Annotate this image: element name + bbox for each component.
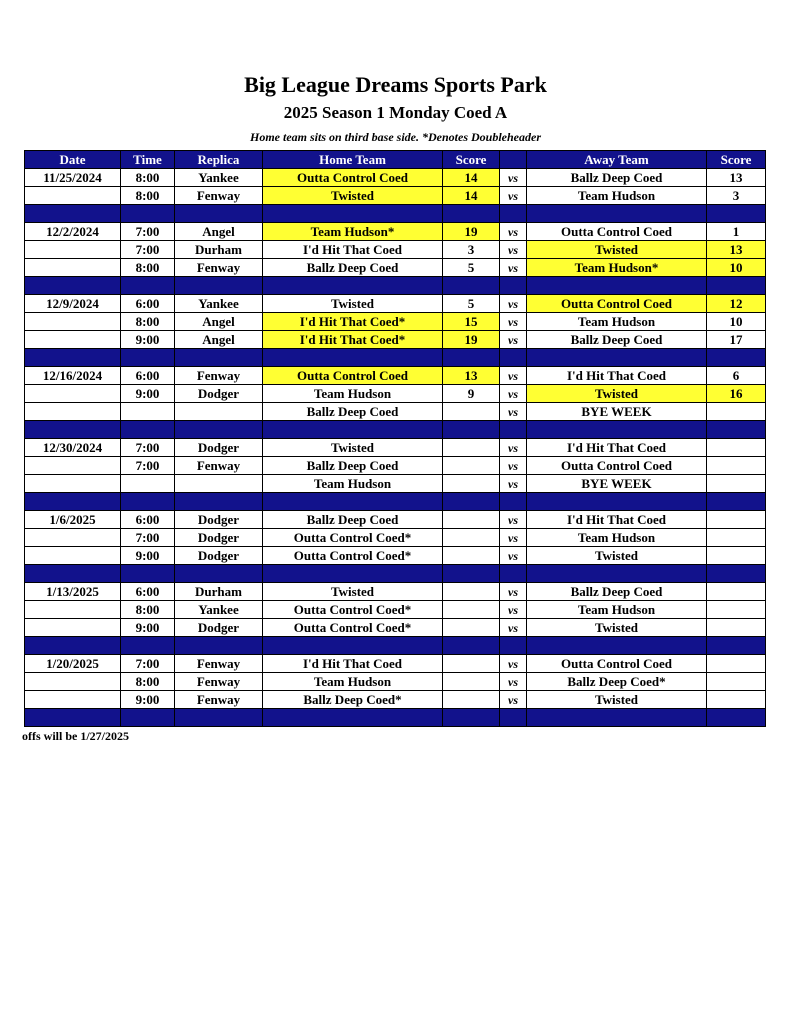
column-header-home-score: Score — [443, 151, 500, 169]
playoffs-note: offs will be 1/27/2025 — [22, 729, 129, 743]
game-row — [25, 511, 766, 529]
week-separator — [25, 205, 766, 223]
separator-cell — [175, 493, 263, 511]
home-team: Ballz Deep Coed — [263, 259, 443, 277]
game-date — [25, 529, 121, 547]
versus-label: vs — [500, 403, 527, 421]
separator-cell — [443, 565, 500, 583]
away-team: Outta Control Coed — [527, 457, 707, 475]
separator-cell — [175, 349, 263, 367]
separator-cell — [175, 565, 263, 583]
game-time: 6:00 — [121, 295, 175, 313]
separator-cell — [175, 637, 263, 655]
away-score: 17 — [707, 331, 766, 349]
separator-cell — [175, 277, 263, 295]
game-time: 9:00 — [121, 331, 175, 349]
column-header-time: Time — [121, 151, 175, 169]
separator-cell — [25, 277, 121, 295]
field-replica: Angel — [175, 313, 263, 331]
game-date — [25, 457, 121, 475]
home-score: 13 — [443, 367, 500, 385]
field-replica: Yankee — [175, 295, 263, 313]
versus-label: vs — [500, 187, 527, 205]
away-score: 12 — [707, 295, 766, 313]
game-row — [25, 439, 766, 457]
game-date — [25, 313, 121, 331]
separator-cell — [121, 709, 175, 727]
week-separator — [25, 349, 766, 367]
field-replica: Fenway — [175, 187, 263, 205]
separator-cell — [527, 565, 707, 583]
away-score — [707, 475, 766, 493]
separator-cell — [263, 349, 443, 367]
field-replica: Dodger — [175, 547, 263, 565]
separator-cell — [443, 349, 500, 367]
versus-label: vs — [500, 331, 527, 349]
home-score: 5 — [443, 295, 500, 313]
separator-cell — [527, 421, 707, 439]
home-team: Ballz Deep Coed — [263, 403, 443, 421]
separator-cell — [443, 709, 500, 727]
game-time: 6:00 — [121, 367, 175, 385]
game-time: 9:00 — [121, 619, 175, 637]
home-score: 5 — [443, 259, 500, 277]
away-score — [707, 403, 766, 421]
game-date: 11/25/2024 — [25, 169, 121, 187]
separator-cell — [500, 349, 527, 367]
game-row — [25, 583, 766, 601]
game-time: 7:00 — [121, 241, 175, 259]
away-score: 13 — [707, 241, 766, 259]
game-date — [25, 547, 121, 565]
versus-label: vs — [500, 511, 527, 529]
versus-label: vs — [500, 367, 527, 385]
home-score — [443, 475, 500, 493]
separator-cell — [500, 637, 527, 655]
separator-cell — [443, 637, 500, 655]
field-replica: Fenway — [175, 259, 263, 277]
game-row — [25, 457, 766, 475]
separator-cell — [25, 493, 121, 511]
column-header-home-team: Home Team — [263, 151, 443, 169]
field-replica: Dodger — [175, 619, 263, 637]
game-date — [25, 673, 121, 691]
game-time: 7:00 — [121, 439, 175, 457]
versus-label: vs — [500, 601, 527, 619]
home-team: Team Hudson — [263, 385, 443, 403]
away-team: I'd Hit That Coed — [527, 439, 707, 457]
separator-cell — [121, 421, 175, 439]
game-date: 1/20/2025 — [25, 655, 121, 673]
field-replica: Durham — [175, 241, 263, 259]
game-row — [25, 313, 766, 331]
versus-label: vs — [500, 475, 527, 493]
week-separator — [25, 493, 766, 511]
away-team: BYE WEEK — [527, 403, 707, 421]
game-row — [25, 223, 766, 241]
separator-cell — [175, 421, 263, 439]
game-time: 8:00 — [121, 259, 175, 277]
away-team: Outta Control Coed — [527, 223, 707, 241]
versus-label: vs — [500, 619, 527, 637]
separator-cell — [500, 493, 527, 511]
schedule-table — [24, 150, 766, 727]
game-time: 6:00 — [121, 511, 175, 529]
season-subtitle: 2025 Season 1 Monday Coed A — [283, 103, 508, 122]
column-header-date: Date — [25, 151, 121, 169]
schedule-body — [25, 169, 766, 727]
away-team: Team Hudson — [527, 313, 707, 331]
field-replica — [175, 403, 263, 421]
game-row — [25, 331, 766, 349]
game-row — [25, 169, 766, 187]
home-score: 3 — [443, 241, 500, 259]
away-score — [707, 583, 766, 601]
home-score — [443, 673, 500, 691]
away-score — [707, 655, 766, 673]
separator-cell — [443, 493, 500, 511]
away-score: 10 — [707, 259, 766, 277]
away-team: Ballz Deep Coed — [527, 169, 707, 187]
away-team: Ballz Deep Coed — [527, 583, 707, 601]
separator-cell — [500, 565, 527, 583]
game-date — [25, 691, 121, 709]
separator-cell — [175, 205, 263, 223]
away-score — [707, 673, 766, 691]
field-replica: Angel — [175, 223, 263, 241]
game-time — [121, 475, 175, 493]
home-team: Ballz Deep Coed — [263, 511, 443, 529]
game-time: 6:00 — [121, 583, 175, 601]
home-score — [443, 601, 500, 619]
versus-label: vs — [500, 385, 527, 403]
versus-label: vs — [500, 313, 527, 331]
field-replica: Dodger — [175, 385, 263, 403]
game-date — [25, 403, 121, 421]
away-team: Twisted — [527, 547, 707, 565]
home-team: Outta Control Coed* — [263, 547, 443, 565]
home-team: I'd Hit That Coed — [263, 655, 443, 673]
separator-cell — [263, 493, 443, 511]
column-header-away-team: Away Team — [527, 151, 707, 169]
field-replica: Fenway — [175, 367, 263, 385]
home-score — [443, 529, 500, 547]
game-time: 7:00 — [121, 457, 175, 475]
away-team: Twisted — [527, 241, 707, 259]
game-row — [25, 691, 766, 709]
field-replica: Fenway — [175, 673, 263, 691]
separator-cell — [707, 709, 766, 727]
separator-cell — [527, 349, 707, 367]
separator-cell — [121, 205, 175, 223]
away-team: Outta Control Coed — [527, 655, 707, 673]
away-team: I'd Hit That Coed — [527, 367, 707, 385]
separator-cell — [500, 277, 527, 295]
separator-cell — [527, 637, 707, 655]
home-team: Ballz Deep Coed* — [263, 691, 443, 709]
separator-cell — [25, 565, 121, 583]
game-row — [25, 295, 766, 313]
game-time: 8:00 — [121, 187, 175, 205]
week-separator — [25, 421, 766, 439]
separator-cell — [500, 709, 527, 727]
game-date: 1/13/2025 — [25, 583, 121, 601]
home-team: Twisted — [263, 439, 443, 457]
away-score — [707, 439, 766, 457]
field-replica: Fenway — [175, 655, 263, 673]
game-date: 12/16/2024 — [25, 367, 121, 385]
separator-cell — [121, 493, 175, 511]
separator-cell — [121, 637, 175, 655]
away-team: Team Hudson* — [527, 259, 707, 277]
game-date — [25, 619, 121, 637]
separator-cell — [263, 565, 443, 583]
game-date — [25, 241, 121, 259]
game-time: 8:00 — [121, 313, 175, 331]
week-separator — [25, 709, 766, 727]
game-time: 8:00 — [121, 673, 175, 691]
separator-cell — [121, 277, 175, 295]
game-row — [25, 655, 766, 673]
versus-label: vs — [500, 457, 527, 475]
versus-label: vs — [500, 529, 527, 547]
home-team: Outta Control Coed* — [263, 601, 443, 619]
home-score — [443, 511, 500, 529]
away-score: 6 — [707, 367, 766, 385]
away-score — [707, 529, 766, 547]
home-score: 14 — [443, 169, 500, 187]
separator-cell — [263, 277, 443, 295]
game-date — [25, 601, 121, 619]
away-team: Team Hudson — [527, 187, 707, 205]
separator-cell — [443, 277, 500, 295]
column-header-vs — [500, 151, 527, 169]
away-score: 13 — [707, 169, 766, 187]
separator-cell — [527, 277, 707, 295]
home-team: Outta Control Coed* — [263, 619, 443, 637]
versus-label: vs — [500, 547, 527, 565]
game-date — [25, 259, 121, 277]
away-team: BYE WEEK — [527, 475, 707, 493]
separator-cell — [263, 709, 443, 727]
home-team: Team Hudson* — [263, 223, 443, 241]
game-row — [25, 367, 766, 385]
separator-cell — [121, 349, 175, 367]
away-score: 3 — [707, 187, 766, 205]
away-team: Twisted — [527, 385, 707, 403]
away-score — [707, 691, 766, 709]
week-separator — [25, 277, 766, 295]
game-time: 9:00 — [121, 385, 175, 403]
game-date: 12/9/2024 — [25, 295, 121, 313]
versus-label: vs — [500, 583, 527, 601]
home-score — [443, 403, 500, 421]
game-row — [25, 259, 766, 277]
field-replica: Yankee — [175, 601, 263, 619]
separator-cell — [707, 277, 766, 295]
home-score: 9 — [443, 385, 500, 403]
column-header-away-score: Score — [707, 151, 766, 169]
away-score — [707, 619, 766, 637]
header-row — [25, 151, 766, 169]
field-replica: Dodger — [175, 529, 263, 547]
week-separator — [25, 565, 766, 583]
away-team: Team Hudson — [527, 529, 707, 547]
separator-cell — [707, 205, 766, 223]
home-score — [443, 583, 500, 601]
separator-cell — [443, 205, 500, 223]
home-team: Twisted — [263, 295, 443, 313]
home-score: 19 — [443, 331, 500, 349]
away-score — [707, 601, 766, 619]
separator-cell — [500, 205, 527, 223]
game-row — [25, 385, 766, 403]
separator-cell — [707, 493, 766, 511]
away-team: Ballz Deep Coed — [527, 331, 707, 349]
separator-cell — [527, 709, 707, 727]
field-replica: Angel — [175, 331, 263, 349]
game-time: 8:00 — [121, 601, 175, 619]
home-score — [443, 457, 500, 475]
home-team: Outta Control Coed — [263, 169, 443, 187]
page-title: Big League Dreams Sports Park — [244, 72, 547, 97]
home-score: 15 — [443, 313, 500, 331]
away-team: Twisted — [527, 691, 707, 709]
separator-cell — [175, 709, 263, 727]
separator-cell — [443, 421, 500, 439]
field-replica: Yankee — [175, 169, 263, 187]
game-date: 12/2/2024 — [25, 223, 121, 241]
away-score — [707, 457, 766, 475]
field-replica: Dodger — [175, 439, 263, 457]
home-team: Ballz Deep Coed — [263, 457, 443, 475]
separator-cell — [25, 421, 121, 439]
away-score — [707, 547, 766, 565]
separator-cell — [707, 421, 766, 439]
home-team: Team Hudson — [263, 673, 443, 691]
away-team: Ballz Deep Coed* — [527, 673, 707, 691]
field-replica: Fenway — [175, 457, 263, 475]
versus-label: vs — [500, 673, 527, 691]
home-team: I'd Hit That Coed* — [263, 313, 443, 331]
game-date: 12/30/2024 — [25, 439, 121, 457]
away-score — [707, 511, 766, 529]
field-replica: Fenway — [175, 691, 263, 709]
home-score — [443, 691, 500, 709]
game-row — [25, 187, 766, 205]
game-time: 9:00 — [121, 691, 175, 709]
field-replica: Durham — [175, 583, 263, 601]
away-team: I'd Hit That Coed — [527, 511, 707, 529]
versus-label: vs — [500, 241, 527, 259]
schedule-note: Home team sits on third base side. *Denotes Doubleheader — [250, 130, 541, 144]
column-header-replica: Replica — [175, 151, 263, 169]
home-team: Outta Control Coed — [263, 367, 443, 385]
away-score: 10 — [707, 313, 766, 331]
separator-cell — [263, 421, 443, 439]
separator-cell — [707, 565, 766, 583]
game-time — [121, 403, 175, 421]
separator-cell — [707, 637, 766, 655]
game-date — [25, 385, 121, 403]
game-row — [25, 475, 766, 493]
versus-label: vs — [500, 259, 527, 277]
versus-label: vs — [500, 691, 527, 709]
home-score — [443, 547, 500, 565]
separator-cell — [25, 349, 121, 367]
game-time: 7:00 — [121, 223, 175, 241]
separator-cell — [500, 421, 527, 439]
separator-cell — [25, 709, 121, 727]
separator-cell — [25, 637, 121, 655]
separator-cell — [25, 205, 121, 223]
home-team: I'd Hit That Coed — [263, 241, 443, 259]
home-score: 19 — [443, 223, 500, 241]
home-team: Twisted — [263, 187, 443, 205]
away-score: 1 — [707, 223, 766, 241]
game-time: 8:00 — [121, 169, 175, 187]
home-score — [443, 655, 500, 673]
home-team: I'd Hit That Coed* — [263, 331, 443, 349]
week-separator — [25, 637, 766, 655]
versus-label: vs — [500, 223, 527, 241]
versus-label: vs — [500, 439, 527, 457]
versus-label: vs — [500, 169, 527, 187]
game-row — [25, 403, 766, 421]
game-date — [25, 187, 121, 205]
game-time: 7:00 — [121, 655, 175, 673]
game-time: 7:00 — [121, 529, 175, 547]
game-date — [25, 475, 121, 493]
game-date — [25, 331, 121, 349]
game-time: 9:00 — [121, 547, 175, 565]
separator-cell — [707, 349, 766, 367]
game-row — [25, 547, 766, 565]
home-team: Team Hudson — [263, 475, 443, 493]
field-replica — [175, 475, 263, 493]
away-team: Twisted — [527, 619, 707, 637]
home-score — [443, 619, 500, 637]
separator-cell — [263, 205, 443, 223]
separator-cell — [527, 205, 707, 223]
game-date: 1/6/2025 — [25, 511, 121, 529]
game-row — [25, 601, 766, 619]
versus-label: vs — [500, 655, 527, 673]
separator-cell — [527, 493, 707, 511]
game-row — [25, 619, 766, 637]
home-score — [443, 439, 500, 457]
separator-cell — [263, 637, 443, 655]
field-replica: Dodger — [175, 511, 263, 529]
game-row — [25, 529, 766, 547]
versus-label: vs — [500, 295, 527, 313]
away-score: 16 — [707, 385, 766, 403]
game-row — [25, 241, 766, 259]
home-team: Twisted — [263, 583, 443, 601]
away-team: Team Hudson — [527, 601, 707, 619]
game-row — [25, 673, 766, 691]
separator-cell — [121, 565, 175, 583]
away-team: Outta Control Coed — [527, 295, 707, 313]
home-team: Outta Control Coed* — [263, 529, 443, 547]
home-score: 14 — [443, 187, 500, 205]
